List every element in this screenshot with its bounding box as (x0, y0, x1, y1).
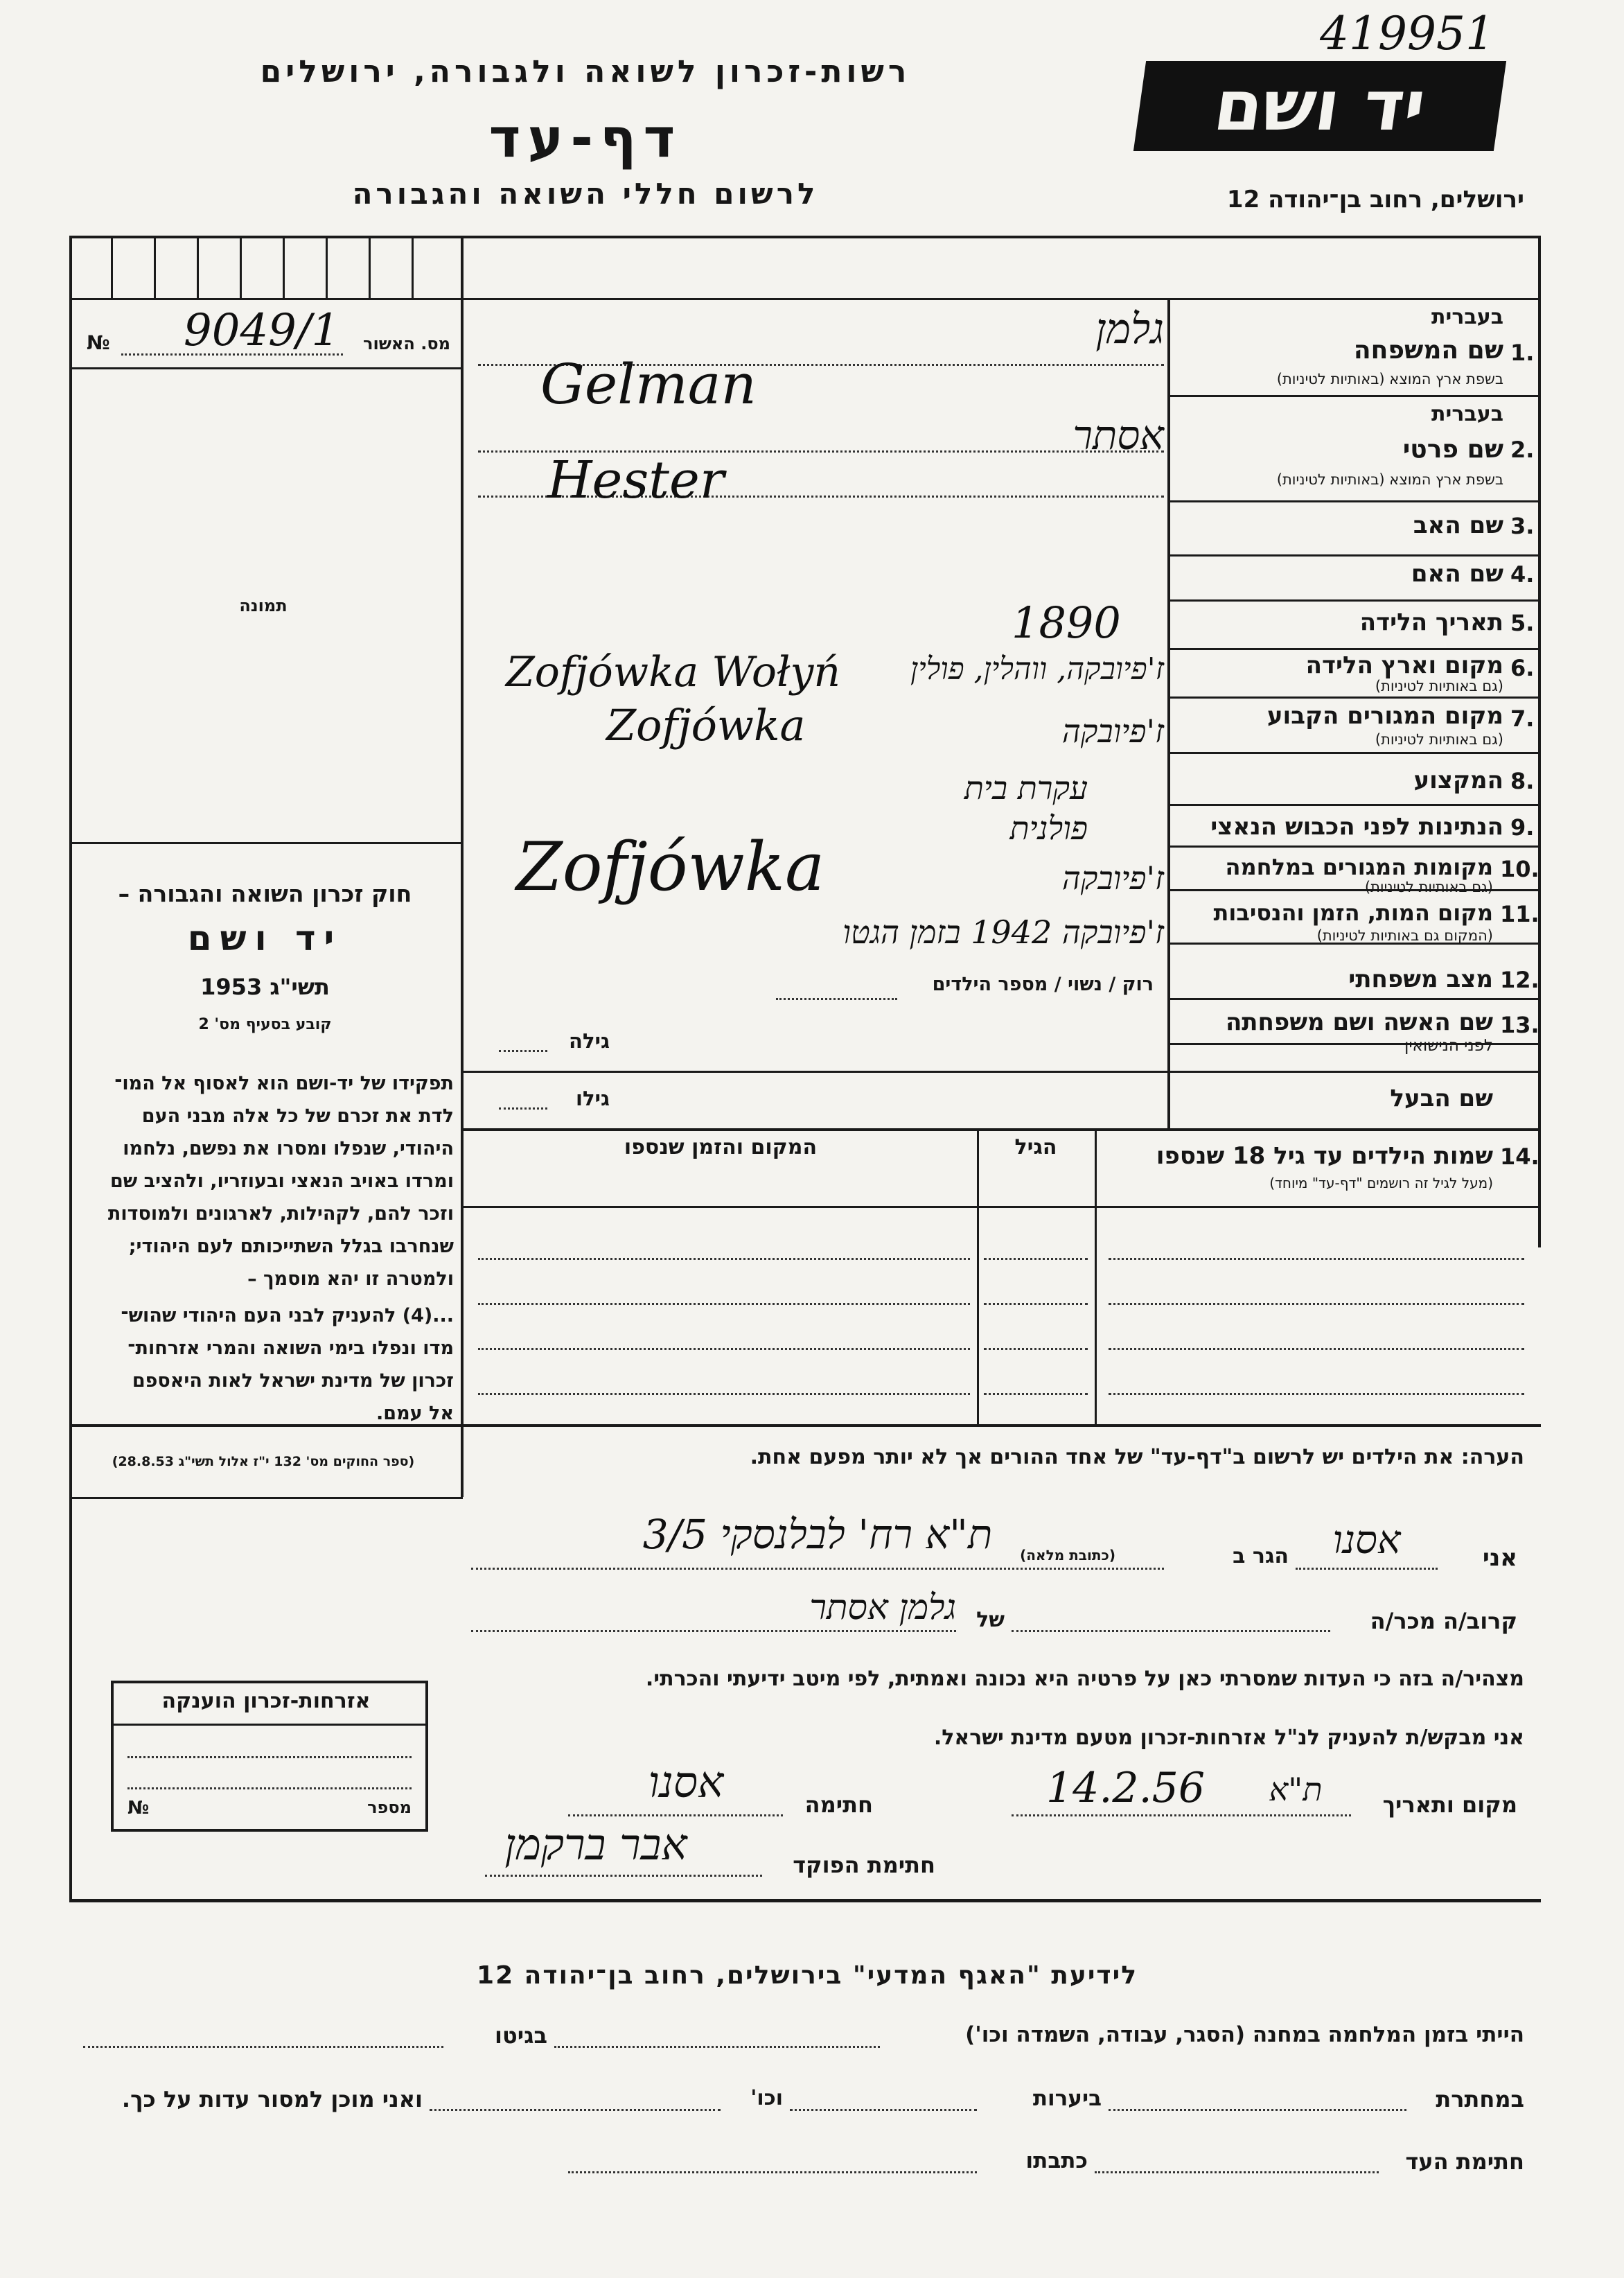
f11-value: ז'פיובקה 1942 בזמן הגטו (842, 913, 1164, 951)
citizenship-no-sign: № (127, 1798, 150, 1819)
f2-in-hebrew: בעברית (1431, 402, 1503, 426)
law-paragraph-1: תפקידו של יד-ושם הוא לאסוף אל המו־ לדת את זכרם של כל אלה מבני העם היהודי, שנפלו ומסרו את נפשם, נלחמו ומרדו באויב הנאצי ובעוזריו, ולהציב שם וזכר להם, לקהילות, לארגונים ולמוסדות שנחרבו בגלל השתייכותם לעם היהודי; ולמטרה זו יהא מוסמך – (107, 1073, 454, 1290)
decl-statement: מצהיר/ה בזה כי העדות שמסרתי כאן על פרטיה היא נכונה ואמתית, לפי מיטב ידיעתי והכרתי. (645, 1667, 1524, 1691)
law-name: יד ושם (187, 918, 343, 958)
f7-number: 7. (1510, 706, 1535, 732)
f11-label: מקום המות, הזמן והנסיבות (1213, 900, 1493, 926)
f2-number: 2. (1510, 437, 1535, 463)
footer-line2-c: וכו' (750, 2086, 783, 2110)
f2-hebrew-value: אסתר (1073, 412, 1164, 459)
f12-options: רוק / נשוי / מספר הילדים (932, 974, 1154, 995)
approval-no-sign: № (87, 331, 110, 354)
law-paragraph-2: ...(4) להעניק לבני העם היהודי שהוש־ מדו ונפלו בימי השואה והמרי אזרחות־ זכרון של מדינת ישראל לאות היאספם אל עמם. (121, 1305, 454, 1424)
footer-line2-d: ואני מוכן למסור עדות על כך. (121, 2086, 423, 2112)
form-title: דף-עד (488, 107, 682, 170)
f5-label: תאריך הלידה (1359, 608, 1503, 636)
f2-latin-value: Hester (547, 450, 725, 510)
f3-number: 3. (1510, 513, 1535, 539)
archive-number: 419951 (1320, 7, 1494, 60)
f9-number: 9. (1510, 814, 1535, 841)
f1-sub: בשפת ארץ המוצא (באותיות לטיניות) (1276, 371, 1503, 387)
footer-line1-a: הייתי בזמן המלחמה במחנה (הסגר, עבודה, השמדה וכו') (965, 2022, 1524, 2047)
footer-title: לידיעת "האגף המדעי" בירושלים, רחוב בן־יהודה 12 (477, 1961, 1138, 1990)
f7-label: מקום המגורים הקבוע (1266, 702, 1503, 730)
f8-number: 8. (1510, 768, 1535, 794)
f13-sub: לפני הנישואין (1404, 1037, 1493, 1055)
f6-value-hebrew: ז'פיובקה, ווהלין, פולין (910, 651, 1164, 687)
decl-address-hint: (כתובת מלאה) (1020, 1547, 1115, 1563)
f13-label: שם האשה ושם משפחתה (1225, 1008, 1493, 1036)
decl-address-value: ת"א רח' לבלנסקי 3/5 (642, 1511, 993, 1558)
authority-name: רשות-זכרון לשואה ולגבורה, ירושלים (260, 54, 911, 89)
footer-line2-b: ביערות (1032, 2086, 1102, 2111)
f10-number: 10. (1500, 856, 1539, 882)
f14-label: שמות הילדים עד גיל 18 שנספו (1156, 1142, 1493, 1170)
decl-signature-label: חתימה (804, 1791, 873, 1818)
f12-number: 12. (1500, 967, 1539, 993)
f10-label: מקומות המגורים במלחמה (1225, 854, 1493, 880)
f7-value-hebrew: ז'פיובקה (1061, 712, 1164, 750)
footer-line1-b: בגיטו (495, 2022, 547, 2049)
decl-resident-label: הגר ב (1233, 1544, 1289, 1568)
law-clause: קובע בסעיף מס' 2 (198, 1016, 332, 1033)
f13b-age-label: גילו (576, 1087, 610, 1110)
citizenship-number-label: מספר (367, 1798, 412, 1817)
f1-in-hebrew: בעברית (1431, 305, 1503, 329)
f6-label: מקום וארץ הלידה (1305, 651, 1503, 679)
f11-number: 11. (1500, 901, 1539, 927)
decl-place-date-label: מקום ותאריך (1382, 1791, 1517, 1818)
f13-age-label: גילה (569, 1029, 610, 1053)
decl-request: אני מבקש/ת להעניק לנ"ל אזרחות-זכרון מטעם מדינת ישראל. (933, 1726, 1524, 1750)
f14-age-column: הגיל (1014, 1135, 1057, 1159)
decl-signature-value: אסנו (648, 1757, 724, 1807)
f10-value-hebrew: ז'פיובקה (1061, 859, 1164, 897)
f1-number: 1. (1510, 340, 1535, 366)
decl-supervisor-value: אבר ברקמן (504, 1819, 687, 1870)
f5-value: 1890 (1012, 597, 1121, 648)
yad-vashem-logo: יד ושם (1133, 61, 1506, 151)
header-address: ירושלים, רחוב בן־יהודה 12 (1226, 186, 1524, 213)
f1-latin-value: Gelman (540, 352, 757, 417)
footer-line3-a: חתימת העד (1405, 2148, 1524, 2175)
decl-i-value: אסנו (1332, 1518, 1401, 1563)
f9-label: הנתינות לפני הכבוש הנאצי (1210, 813, 1503, 841)
children-note: הערה: את הילדים יש לרשום ב"דף-עד" של אחד ההורים אך לא יותר מפעם אחת. (750, 1445, 1524, 1469)
f7-value-latin: Zofjówka (606, 700, 806, 751)
decl-i-label: אני (1482, 1544, 1517, 1572)
f12-label: מצב משפחתי (1348, 965, 1493, 993)
law-year: תשי"ג 1953 (200, 974, 330, 1000)
f6-number: 6. (1510, 655, 1535, 681)
f14-number: 14. (1500, 1144, 1539, 1170)
f4-label: שם האם (1411, 560, 1503, 588)
decl-place-value: ת"א (1269, 1771, 1323, 1808)
f8-label: המקצוע (1413, 766, 1503, 794)
f2-label: שם פרטי (1402, 435, 1503, 464)
decl-date-value: 14.2.56 (1046, 1764, 1206, 1812)
f1-label: שם המשפחה (1353, 336, 1503, 365)
photo-label: תמונה (239, 596, 288, 615)
f14-place-column: המקום והזמן שנספו (624, 1135, 818, 1159)
f6-value-latin: Zofjówka Wołyń (506, 648, 841, 696)
f3-label: שם האב (1413, 511, 1503, 539)
decl-supervisor-label: חתימת הפוקד (793, 1852, 935, 1878)
law-reference: (ספר החוקים מס' 132 י"ז אלול תשי"ג 28.8.53) (112, 1454, 415, 1469)
approval-number-label: מס. האשור (363, 334, 450, 353)
f1-hebrew-value: גלמן (1095, 305, 1164, 353)
f9-value: פולנית (1009, 809, 1088, 847)
f2-sub: בשפת ארץ המוצא (באותיות לטיניות) (1276, 471, 1503, 488)
f11-sub: (המקום גם באותיות לטיניות) (1316, 927, 1493, 944)
f10-value-latin: Zofjówka (516, 828, 825, 906)
form-subtitle: לרשום חללי השואה והגבורה (352, 177, 819, 211)
decl-of-label: של (976, 1608, 1005, 1632)
f4-number: 4. (1510, 561, 1535, 588)
citizenship-box (111, 1681, 428, 1832)
f10-sub: (גם באותיות לטיניות) (1364, 879, 1493, 895)
f7-sub: (גם באותיות לטיניות) (1375, 731, 1503, 748)
f5-number: 5. (1510, 610, 1535, 636)
decl-of-value: גלמן אסתר (809, 1587, 956, 1627)
f8-value: עקרת בית (964, 769, 1088, 807)
f13b-label: שם הבעל (1390, 1085, 1493, 1112)
f13-number: 13. (1500, 1012, 1539, 1038)
f6-sub: (גם באותיות לטיניות) (1375, 678, 1503, 694)
footer-line3-b: כתבתו (1025, 2148, 1088, 2173)
law-title: חוק זכרון השואה והגבורה – (118, 880, 412, 907)
citizenship-title: אזרחות-זכרון הוענקה (161, 1689, 371, 1713)
f14-sub: (מעל לגיל זה רושמים "דף-עד" מיוחד) (1269, 1175, 1493, 1191)
decl-relative-label: קרוב/ה מכר/ה (1370, 1608, 1517, 1634)
approval-number-value: 9049/1 (184, 305, 340, 356)
footer-line2-a: במחתרת (1436, 2086, 1524, 2112)
